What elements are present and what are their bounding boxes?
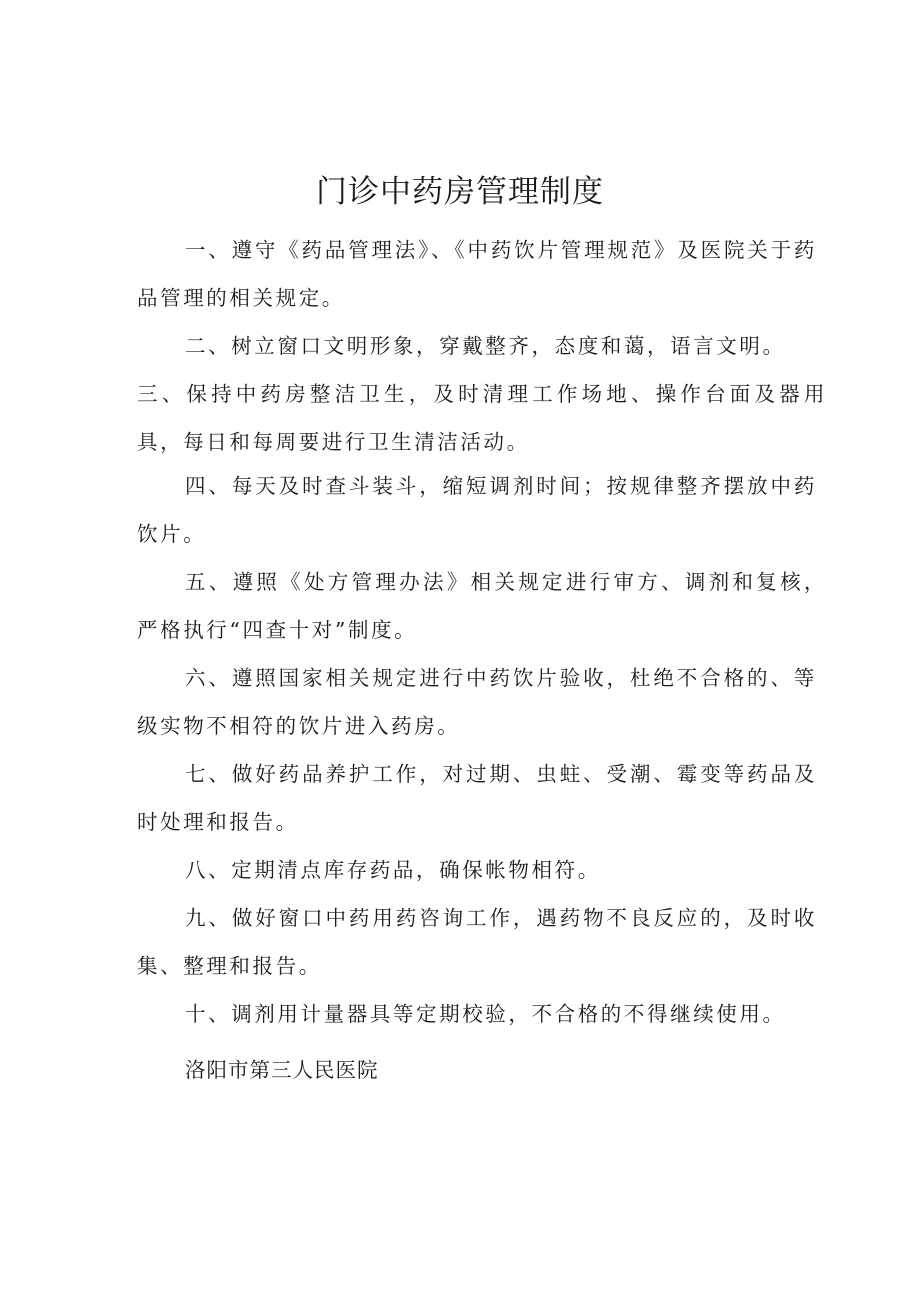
page-title: 门诊中药房管理制度 (316, 174, 604, 210)
rule-item-3: 三、保持中药房整洁卫生，及时清理工作场地、操作台面及器用具，每日和每周要进行卫生清洁活动。 (137, 382, 827, 454)
rule-item-4: 四、每天及时查斗装斗，缩短调剂时间；按规律整齐摆放中药饮片。 (137, 474, 817, 546)
rule-item-6: 六、遵照国家相关规定进行中药饮片验收，杜绝不合格的、等级实物不相符的饮片进入药房。 (137, 666, 817, 738)
rule-item-5: 五、遵照《处方管理办法》相关规定进行审方、调剂和复核，严格执行“四查十对”制度。 (137, 570, 827, 642)
rule-item-10: 十、调剂用计量器具等定期校验，不合格的不得继续使用。 (185, 1002, 786, 1026)
rule-item-9: 九、做好窗口中药用药咨询工作，遇药物不良反应的，及时收集、整理和报告。 (137, 906, 817, 978)
rule-item-7: 七、做好药品养护工作，对过期、虫蛀、受潮、霉变等药品及时处理和报告。 (137, 762, 817, 834)
hospital-signature: 洛阳市第三人民医院 (185, 1058, 379, 1082)
rule-item-2: 二、树立窗口文明形象，穿戴整齐，态度和蔼，语言文明。 (185, 334, 786, 358)
rule-item-1: 一、遵守《药品管理法》、《中药饮片管理规范》及医院关于药品管理的相关规定。 (137, 238, 817, 310)
rule-item-8: 八、定期清点库存药品，确保帐物相符。 (185, 858, 601, 882)
